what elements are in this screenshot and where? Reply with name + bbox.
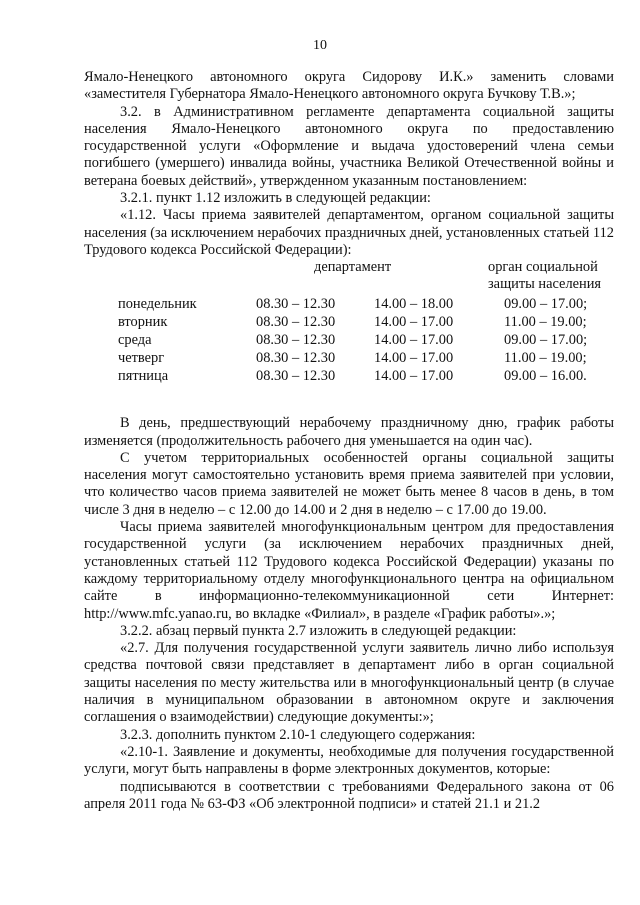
paragraph-2-7: «2.7. Для получения государственной услуги заявитель лично либо используя средства почтовой связи представляет в департамент либо в орган социальной защиты населения по месту жительства или в многофункциональный центр (в случае наличия в муниципальном образовании в автономном округе и заключения соглашения о взаимодействии) следующие документы:»; <box>84 640 614 726</box>
schedule-row <box>84 332 614 349</box>
paragraph-territorial: С учетом территориальных особенностей органы социальной защиты населения могут самостоятельно установить время приема заявителей при условии, что количество часов приема заявителей не может быть менее 8 часов в день, в том числе 3 дня в неделю – с 12.00 до 14.00 и 2 дня в неделю – с 17.00 до 19.00. <box>84 449 614 518</box>
schedule-header-organ-line2: защиты населения <box>488 276 602 293</box>
paragraph-1-12: «1.12. Часы приема заявителей департаментом, органом социальной защиты населения (за исключением нерабочих праздничных дней, установленных статьей 112 Трудового кодекса Российской Федерации): <box>84 207 614 258</box>
schedule-morning: 08.30 – 12.30 <box>256 368 336 385</box>
paragraph-3-2-3: 3.2.3. дополнить пунктом 2.10-1 следующего содержания: <box>120 726 476 743</box>
schedule-row <box>84 368 614 385</box>
schedule-row <box>84 296 614 313</box>
paragraph-3-2: 3.2. в Административном регламенте департамента социальной защиты населения Ямало-Ненецкого автономного округа по предоставлению государственной услуги «Оформление и выдача удостоверений члена семьи погибшего (умершего) инвалида войны, участника Великой Отечественной войны и ветерана боевых действий», утвержденном указанным постановлением: <box>84 103 614 189</box>
schedule-row <box>84 350 614 367</box>
schedule-organ-hours: 11.00 – 19.00; <box>504 350 587 367</box>
paragraph-signed: подписываются в соответствии с требованиями Федерального закона от 06 апреля 2011 года № 63-ФЗ «Об электронной подписи» и статей 21.1 и 21.2 <box>84 778 614 812</box>
schedule-day: пятница <box>118 368 169 385</box>
paragraph-3-2-1: 3.2.1. пункт 1.12 изложить в следующей редакции: <box>120 190 431 207</box>
schedule-day: среда <box>118 332 152 349</box>
document-body <box>84 69 614 813</box>
schedule-header-department: департамент <box>314 259 392 276</box>
paragraph-continuation: Ямало-Ненецкого автономного округа Сидорову И.К.» заменить словами «заместителя Губернатора Ямало-Ненецкого автономного округа Бучкову Т.В.»; <box>84 69 614 103</box>
schedule-morning: 08.30 – 12.30 <box>256 332 336 349</box>
schedule-morning: 08.30 – 12.30 <box>256 296 336 313</box>
schedule-table <box>84 259 614 415</box>
schedule-day: четверг <box>118 350 165 367</box>
schedule-day: вторник <box>118 314 168 331</box>
page-number: 10 <box>313 38 327 53</box>
schedule-row <box>84 314 614 331</box>
paragraph-mfc-hours: Часы приема заявителей многофункциональным центром для предоставления государственной услуги (за исключением нерабочих праздничных дней, установленных статьей 112 Трудового кодекса Российской Федерации) указаны по каждому территориальному отделу многофункционального центра на официальном сайте в информационно-телекоммуникационной сети Интернет: http://www.mfc.yanao.ru, во вкладке «Филиал», в разделе «График работы».»; <box>84 519 614 622</box>
schedule-morning: 08.30 – 12.30 <box>256 314 336 331</box>
schedule-morning: 08.30 – 12.30 <box>256 350 336 367</box>
schedule-day: понедельник <box>118 296 197 313</box>
paragraph-2-10-1: «2.10-1. Заявление и документы, необходимые для получения государственной услуги, могут быть направлены в форме электронных документов, которые: <box>84 743 614 778</box>
schedule-afternoon: 14.00 – 17.00 <box>374 368 454 385</box>
schedule-organ-hours: 09.00 – 16.00. <box>504 368 587 385</box>
schedule-header-organ-line1: орган социальной <box>488 259 598 276</box>
schedule-afternoon: 14.00 – 17.00 <box>374 332 454 349</box>
schedule-afternoon: 14.00 – 17.00 <box>374 350 454 367</box>
schedule-organ-hours: 11.00 – 19.00; <box>504 314 587 331</box>
schedule-afternoon: 14.00 – 18.00 <box>374 296 454 313</box>
schedule-organ-hours: 09.00 – 17.00; <box>504 296 588 313</box>
schedule-organ-hours: 09.00 – 17.00; <box>504 332 588 349</box>
paragraph-pre-holiday: В день, предшествующий нерабочему праздничному дню, график работы изменяется (продолжительность рабочего дня уменьшается на один час). <box>84 415 614 449</box>
schedule-afternoon: 14.00 – 17.00 <box>374 314 454 331</box>
paragraph-3-2-2: 3.2.2. абзац первый пункта 2.7 изложить в следующей редакции: <box>120 622 517 639</box>
